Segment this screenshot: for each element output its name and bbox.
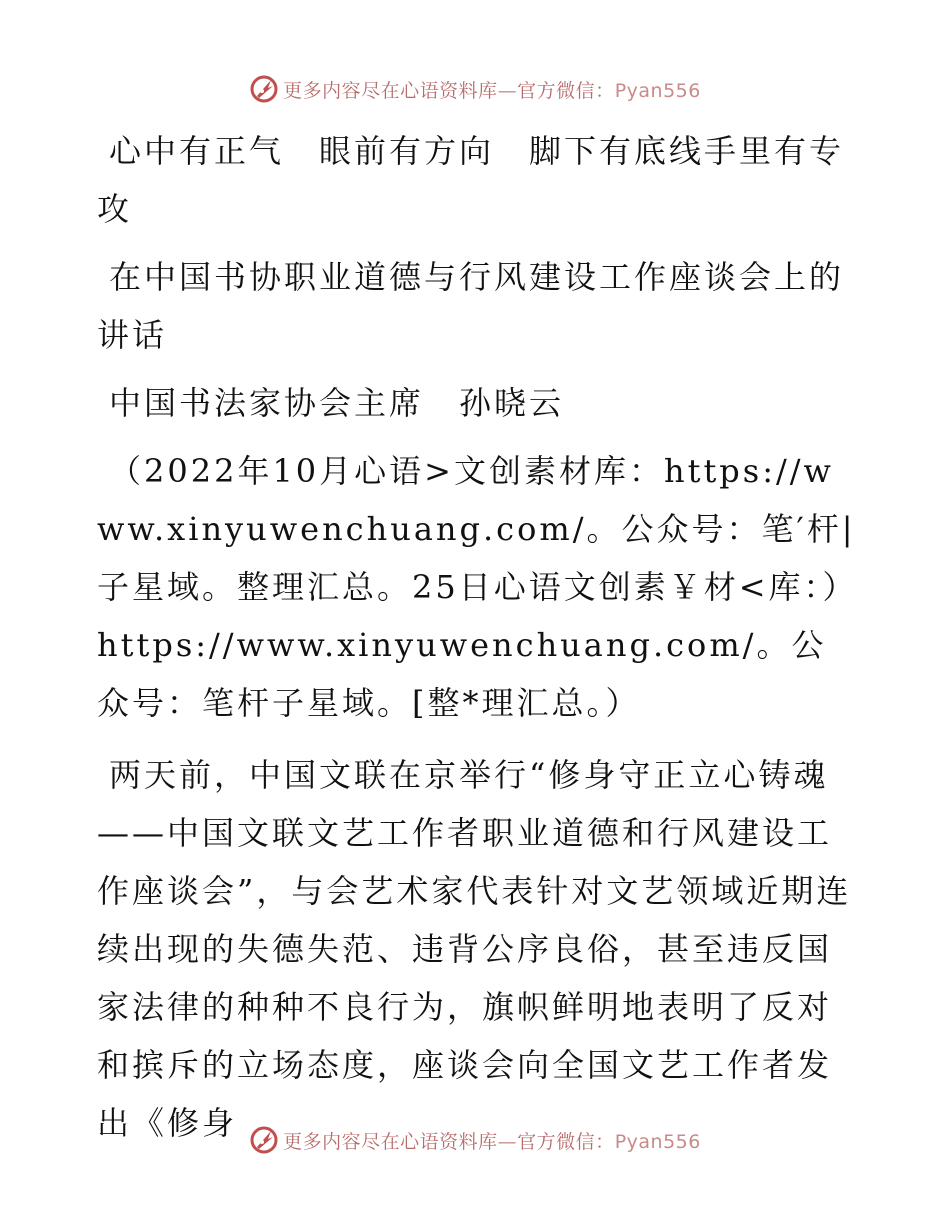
watermark-text-group xyxy=(283,76,701,103)
watermark-text-group xyxy=(283,1127,701,1154)
document-body xyxy=(97,122,857,1152)
watermark-separator: — xyxy=(497,79,518,102)
watermark-contact-label: 官方微信： xyxy=(517,1130,615,1153)
watermark-contact-label: 官方微信： xyxy=(517,79,615,102)
quill-logo-icon xyxy=(249,74,279,104)
footer-watermark xyxy=(0,1123,950,1157)
watermark-text: 更多内容尽在心语资料库 xyxy=(283,1130,498,1153)
watermark-contact-id: Pyan556 xyxy=(614,1130,701,1153)
document-title: 心中有正气 眼前有方向 脚下有底线手里有专攻 xyxy=(97,132,845,228)
document-author: 中国书法家协会主席 孙晓云 xyxy=(109,384,565,422)
body-paragraph: 两天前，中国文联在京举行“修身守正立心铸魂——中国文联文艺工作者职业道德和行风建设工作座谈会”，与会艺术家代表针对文艺领域近期连续出现的失德失范、违背公序良俗，甚至违反国家法律的种种不良行为，旗帜鲜明地表明了反对和摈斥的立场态度，座谈会向全国文艺工作者发出《修身 xyxy=(97,756,852,1142)
watermark-separator: — xyxy=(497,1130,518,1153)
watermark-text: 更多内容尽在心语资料库 xyxy=(283,79,498,102)
source-note: （2022年10月心语>文创素材库：https://www.xinyuwenchuang.com/。公众号：笔′杆|子星域。整理汇总。25日心语文创素￥材<库：）https://www.xinyuwenchuang.com/。公众号：笔杆子星域。[整*理汇总。） xyxy=(97,452,856,722)
watermark-contact-id: Pyan556 xyxy=(614,79,701,102)
document-subtitle: 在中国书协职业道德与行风建设工作座谈会上的讲话 xyxy=(97,258,845,354)
header-watermark xyxy=(0,72,950,106)
quill-logo-icon xyxy=(249,1125,279,1155)
